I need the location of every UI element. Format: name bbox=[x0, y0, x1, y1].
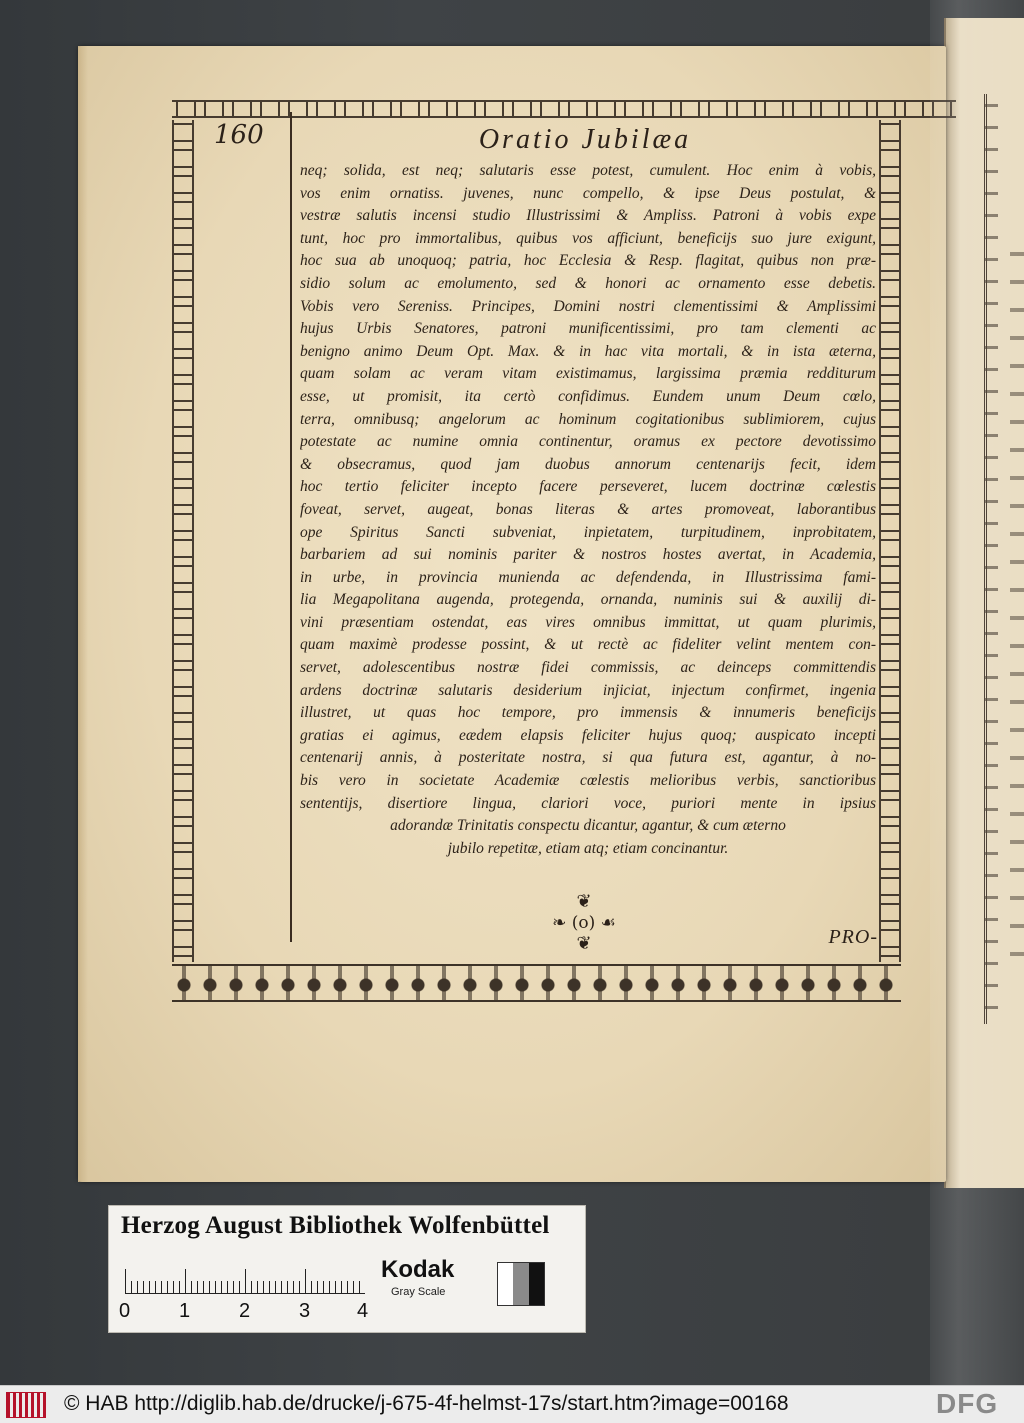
closing-line: jubilo repetitæ, etiam atq; etiam concinantur. bbox=[447, 839, 729, 857]
hab-logo-icon bbox=[6, 1392, 46, 1418]
text-line: esse, ut promisit, ita certò confidimus. Eundem unum Deum cœlo, bbox=[300, 387, 876, 405]
text-line: ope Spiritus Sancti subveniat, inpietatem, turpitudinem, inprobitatem, bbox=[300, 523, 876, 541]
text-line: hoc sua ab unoquoq; patria, hoc Ecclesia & Resp. flagitat, quibus non præ- bbox=[300, 252, 876, 270]
text-line: bis vero in societate Academiæ cœlestis melioribus verbis, sanctioribus bbox=[300, 772, 876, 790]
ruler-numbers bbox=[119, 1300, 379, 1324]
catchword: PRO- bbox=[828, 926, 878, 948]
text-line: barbariem ad sui nominis pariter & nostros hostes avertat, in Academia, bbox=[300, 546, 876, 564]
text-line: servet, adolescentibus nostræ fidei commissis, ac deinceps committendis bbox=[300, 659, 876, 677]
text-line: & obsecramus, quod jam duobus annorum centenarijs fecit, idem bbox=[300, 455, 876, 473]
text-line: vini præsentiam ostendat, eas vires omnibus immittat, ut quam plurimis, bbox=[300, 613, 876, 631]
text-line: vestræ salutis incensi studio Illustrissimi & Ampliss. Patroni à vobis expe bbox=[300, 207, 876, 225]
text-line: lia Megapolitana augenda, protegenda, ornanda, numinis sui & auxilij di- bbox=[300, 591, 876, 609]
text-line: hujus Urbis Senatores, patroni munificentissimi, pro tam clementi ac bbox=[300, 320, 876, 338]
fleuron-icon: ❦ bbox=[576, 933, 592, 954]
ruler-number: 0 bbox=[119, 1300, 131, 1322]
gray-scale-label: Gray Scale bbox=[391, 1286, 446, 1298]
text-line: gratias ei agimus, eædem elapsis feliciter hujus quoq; auspicato incepti bbox=[300, 726, 876, 744]
text-line: illustret, ut quas hoc tempore, pro immensis & innumeris beneficijs bbox=[300, 704, 876, 722]
text-line: centenarij annis, à posteritate nostra, si qua futura est, agantur, à no- bbox=[300, 749, 876, 767]
ornamental-border-left bbox=[172, 120, 194, 962]
text-line: benigno animo Deum Opt. Max. & in hac vita mortali, & in ista æterna, bbox=[300, 342, 876, 360]
text-line: terra, omnibusq; angelorum ac hominum cogitationibus sublimiorem, cujus bbox=[300, 410, 876, 428]
ruler-number: 4 bbox=[357, 1300, 369, 1322]
body-text bbox=[300, 160, 876, 860]
fleuron-icon: ❦ bbox=[576, 891, 592, 912]
library-name: Herzog August Bibliothek Wolfenbüttel bbox=[121, 1212, 550, 1239]
gray-scale-patches bbox=[497, 1262, 545, 1306]
footer-bar bbox=[0, 1385, 1024, 1423]
facing-page-text bbox=[1010, 240, 1024, 980]
text-line: hoc tertio feliciter incepto facere perseveret, lucem doctrinæ cœlestis bbox=[300, 478, 876, 496]
text-line: foveat, servet, augeat, bonas literas & artes promoveat, laborantibus bbox=[300, 500, 876, 518]
text-line: in urbe, in provincia munienda ac defendenda, in Illustrissima fami- bbox=[300, 568, 876, 586]
margin-rule bbox=[290, 112, 292, 942]
text-line: sidio solum ac emolumento, sed & honori ac ornamento esse debetis. bbox=[300, 274, 876, 292]
text-line: Vobis vero Sereniss. Principes, Domini nostri clementissimi & Amplissimi bbox=[300, 297, 876, 315]
text-line: ardens doctrinæ salutaris desiderium injiciat, injectum confirmet, ingenia bbox=[300, 681, 876, 699]
facing-page-border bbox=[984, 94, 998, 1024]
running-head: Oratio Jubilæa bbox=[478, 124, 692, 155]
dfg-logo: DFG bbox=[936, 1388, 999, 1419]
text-line: potestate ac numine omnia continentur, oramus ex pectore devotissimo bbox=[300, 433, 876, 451]
fleuron-row: ❧ (o) ☙ bbox=[552, 913, 616, 933]
kodak-logo: Kodak bbox=[381, 1256, 455, 1283]
ruler-number: 1 bbox=[179, 1300, 191, 1322]
text-line: neq; solida, est neq; salutaris esse potest, cumulent. Hoc enim à vobis, bbox=[300, 162, 876, 179]
ruler-number: 3 bbox=[299, 1300, 311, 1322]
gray-patch bbox=[529, 1263, 544, 1305]
text-line: quam maximè prodesse possint, & ut rectè ac fideliter velint mentem con- bbox=[300, 636, 876, 654]
tailpiece-ornament bbox=[524, 892, 644, 964]
gray-patch bbox=[513, 1263, 528, 1305]
color-scale-card bbox=[108, 1205, 586, 1333]
text-line: quam solam ac veram vitam existimamus, largissima præmia redditurum bbox=[300, 365, 876, 383]
ruler-number: 2 bbox=[239, 1300, 251, 1322]
closing-line: adorandæ Trinitatis conspectu dicantur, agantur, & cum æterno bbox=[390, 817, 786, 835]
ornamental-border-bottom bbox=[172, 964, 901, 1002]
text-line: sententijs, disertiore lingua, clariori voce, puriori mente in ipsius bbox=[300, 794, 876, 812]
book-page bbox=[78, 46, 946, 1182]
gray-patch bbox=[498, 1263, 513, 1305]
page-number: 160 bbox=[214, 120, 264, 150]
source-url[interactable]: © HAB http://diglib.hab.de/drucke/j-675-4f-helmst-17s/start.htm?image=00168 bbox=[64, 1392, 789, 1415]
centimeter-ruler bbox=[125, 1266, 365, 1294]
page-edge bbox=[78, 46, 88, 1182]
text-line: tunt, hoc pro immortalibus, quibus vos afficiunt, beneficijs suo jure exigunt, bbox=[300, 229, 876, 247]
ornamental-border-right bbox=[879, 120, 901, 962]
text-line: vos enim ornatiss. juvenes, nunc compello, & ipse Deus postulat, & bbox=[300, 184, 876, 202]
